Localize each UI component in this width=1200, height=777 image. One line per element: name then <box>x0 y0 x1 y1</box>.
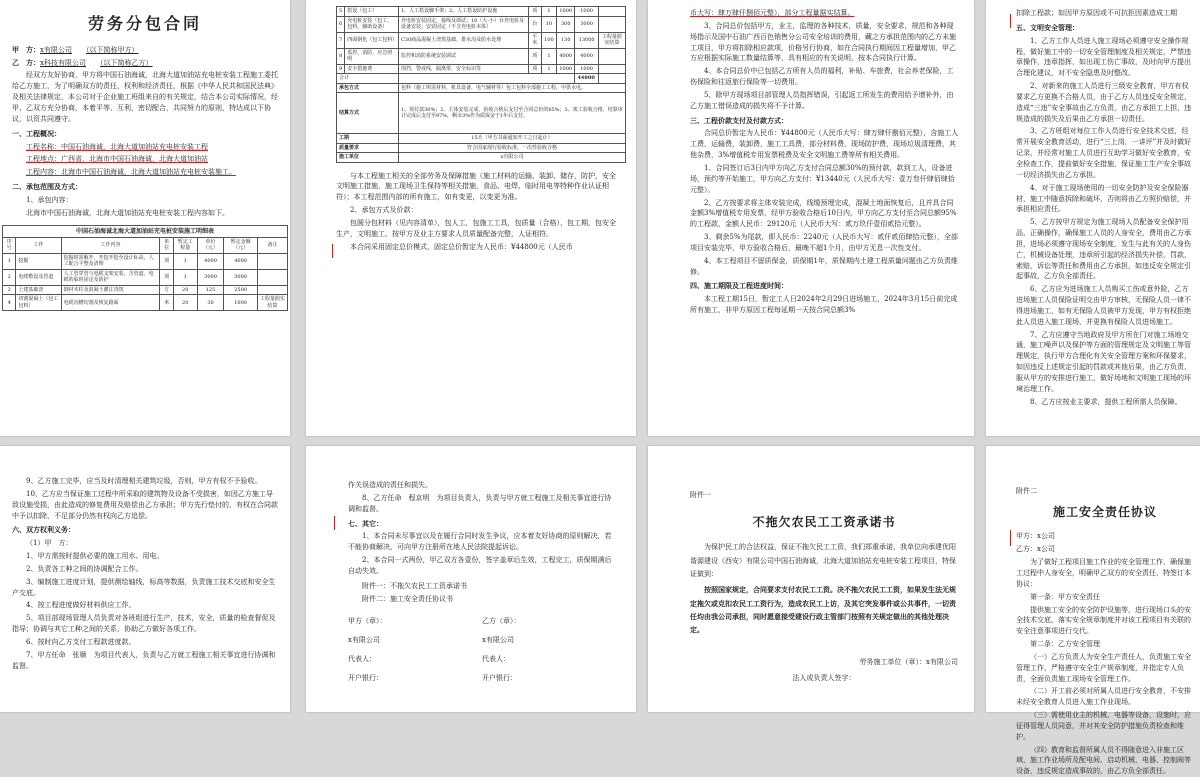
table-cell: 项 <box>160 253 173 269</box>
party-b: 乙方：x公司 <box>1016 545 1055 554</box>
table-cell: 1 <box>541 48 556 64</box>
table-cell: 1000 <box>575 64 598 74</box>
signature-rep: 代表人： <box>348 655 376 664</box>
table-cell <box>598 48 625 64</box>
table-row <box>337 64 626 74</box>
row-label: 质量要求 <box>337 143 399 153</box>
table-cell: 安全措施费 <box>345 64 399 74</box>
paragraph: 3、乙方班组对每位工作人员进行安全技术交底，经常开展安全教育活动，进行“三上岗，一讲评”并及时做好记录，并经常对施工人员进行互助学习做好安全教育，安全检查工作，提前做好安全措施，保证施工生产安全事故一切经济损失由乙方承担。 <box>1016 127 1192 179</box>
settle-row <box>337 93 626 134</box>
paragraph: 与本工程施工相关的全部劳务及保障措施（施工材料的运输、装卸、储存，防护，安全文明施工措施，施工现场卫生保持等相关措施，食品、电焊、临时用电等特种作业认证相符）；本工程范围内部的所有施工，如有变更，以变更为准。 <box>336 171 616 202</box>
table-cell: 5 <box>337 7 345 17</box>
table-row <box>3 253 288 269</box>
attachment-ref: 附件一：不拖欠农民工工资承诺书 <box>362 581 467 590</box>
table-header-cell: 暂定工程量 <box>173 237 197 253</box>
signature-block <box>348 616 616 685</box>
table-cell: 项 <box>160 269 173 285</box>
work-items-table <box>2 237 288 312</box>
party-a: 甲方：x公司 <box>1016 532 1055 541</box>
table-row <box>337 16 626 32</box>
paragraph: 1、乙方工作人员进入施工现场必须遵守安全操作规程，做好施工中的一切安全管理制度及相关规定，严禁违章操作，违章指挥，如出现工伤亡事故，及时向甲方提出合理化建议，对不安全隐患及时整改。 <box>1016 36 1191 78</box>
revision-mark <box>332 244 333 258</box>
table-cell: 100 <box>541 32 556 48</box>
table-header-cell: 工作内容 <box>61 237 160 253</box>
table-cell <box>598 16 625 32</box>
row-value: 包料（施工所需材料，机具设备，电气辅材等）包工包料全部施工工程，甲供水电。 <box>398 83 625 93</box>
paragraph: 7、甲方任命 张顺 为项目代表人，负责与乙方就工程施工相关事宜进行协调和监督。 <box>12 650 276 670</box>
table-header-cell: 单位 <box>160 237 173 253</box>
table-cell: 工程量据实结算 <box>257 295 287 311</box>
table-cell: 1000 <box>557 7 575 17</box>
section-heading: 七、其它： <box>348 518 383 528</box>
row-value: 符合国家现行验收标准，一次性验收合格 <box>398 143 625 153</box>
table-cell: 挖掘时需解开，开挖开挖至设计标高，人工配合平整及清理 <box>61 253 160 269</box>
paragraph: 4、按工程进度做好材料供应工作。 <box>26 601 136 610</box>
table-cell: 四面钢化（包工包料） <box>345 32 399 48</box>
paragraph: 提供施工安全的安全防护设施等，进行现场口头的安全技术交底，落实安全规章制度并对该工程项目有关联的安全注意事项进行交代。 <box>1016 605 1191 636</box>
paragraph: 3、合同总价包括甲方，业主，监理的各种技术，质量，安全要求，规范和各种现场指示及国中石油广西百色销售分公司安全培训的费用，藏之方承担范围内的乙方未施工项目，甲方将扣除相应款项，价格另行协商，如在合同执行期间因工程量增加，甲乙方应根据实际施工数量结算等，具有相应的有关说明，按本合同执行计算。 <box>690 21 956 63</box>
table-cell: 4000 <box>224 253 257 269</box>
table-cell: 1000 <box>575 7 598 17</box>
table-cell: 130 <box>557 32 575 48</box>
table-cell: 1 <box>173 253 197 269</box>
table-header-cell: 单价（元） <box>197 237 224 253</box>
signature-unit: 劳务施工单位（章）：x有限公司 <box>859 657 958 666</box>
paragraph: 6、按时向乙方支付工程款进度款。 <box>26 637 136 646</box>
paragraph: （一）乙方负责人为安全生产责任人，负责施工安全管理工作，严格遵守安全生产规章制度，并指定专人负责，全面负责施工现场安全管理工作。 <box>1016 652 1191 683</box>
table-cell: 9 <box>337 64 345 74</box>
paragraph: 9、乙方施工完毕，应当及时清理相关建筑垃圾，否则，甲方有权不予验收。 <box>26 477 262 485</box>
table-cell: 台 <box>528 16 541 32</box>
section-heading: 一、工程概况： <box>12 128 61 138</box>
paragraph: 第一条：甲方安全责任 <box>1030 592 1100 601</box>
paragraph: 8、乙方任命 程京明 为项目负责人，负责与甲方就工程施工及相关事宜进行协调和监督。 <box>348 493 612 513</box>
paragraph: 2、乙方按要求将主体安装完成，线缆预埋完成，混凝土地面恢复后，且并具合同金额3%增值税专用发票，经甲方验收合格后10日内，甲方向乙方支付至合同总额95%的工程款，金额人民币：29120元（人民币大写：贰万玖仟壹佰贰拾元整）。 <box>690 198 957 229</box>
paragraph: 2、承包方式及价款： <box>350 206 418 215</box>
paragraph: 作关误造成的责任和损失。 <box>348 481 432 489</box>
document-page-4 <box>986 0 1200 436</box>
paragraph: 本合同采用固定总价模式，固定总价暂定为人民币：¥44800元（人民币 <box>350 242 573 251</box>
signature-bank: 开户银行： <box>348 673 383 682</box>
table-header-cell: 序号 <box>3 237 16 253</box>
table-header-cell: 暂定金额（元） <box>224 237 257 253</box>
table-cell: 4 <box>3 295 16 311</box>
table-cell: 4000 <box>575 48 598 64</box>
table-cell: 方 <box>160 285 173 295</box>
row-value: 15天（甲方书面通知开工之日起计） <box>398 134 625 144</box>
document-page-8 <box>986 446 1200 776</box>
section-heading: 二、承包范围及方式： <box>12 182 82 192</box>
table-cell: 300 <box>557 16 575 32</box>
scope-text: 北海市中国石油海诚，北海大道加油站充电桩安装工程内容如下。 <box>26 208 229 217</box>
table-cell: 项 <box>528 64 541 74</box>
row-value: x有限公司 <box>398 153 625 163</box>
project-name: 工程名称：中国石油海诚，北海大道加油站充电桩安装工程 <box>26 142 208 151</box>
table-cell: 8 <box>337 48 345 64</box>
paragraph: 5、乙方按甲方规定为施工现场人员配备安全保护用品，正确操作，确保施工人员的人身安全，费用由乙方承担，进场必须遵守现场安全制度，发生与此有关的人身伤亡，机械设备处理，违章所引起的经济损失补偿，罚款，索赔，诉讼等责任和费用由乙方承担，如违反安全规定引起事故，乙方负全部责任。 <box>1016 218 1191 281</box>
paragraph: （四）教育和监督所属人员不得随意进入非施工区域，施工作业场所及配电间、启动机械，电器、控制阀等设备，违反规定造成事故的，由乙方负全部责任。 <box>1016 745 1191 776</box>
table-cell <box>598 64 625 74</box>
table-row <box>337 32 626 48</box>
paragraph: 5、项目部现场管理人员负责对各班组进行生产，技术，安全，质量的检查督促及指导；协调与其它工种之间的关系，协助乙方做好各项工作。 <box>12 614 276 634</box>
paragraph: 2、对新来的施工人员进行三级安全教育，甲方有权要求乙方更换不合格人员，由于乙方人员违反安全规定，造成“三违”安全事故由乙方负责，由乙方承担工上担，违规造成的损失及后果由乙方承担一切责任。 <box>1016 82 1192 123</box>
table-caption: 中国石油海诚北海大道加油站充电桩安装施工明细表 <box>2 225 288 237</box>
paragraph: 本工程工期15日，暂定工人日2024年2月29日进场施工，2024年3月15日前完成所有施工，非甲方原因工程每延期一天按合同总额3% <box>690 295 958 315</box>
table-cell: 电缆沟槽切割及恢复路面 <box>61 295 160 311</box>
table-cell: 1 <box>3 253 16 269</box>
subtotal-row <box>337 74 626 84</box>
section-heading: 五、文明安全管理： <box>1016 22 1079 32</box>
commitment-title: 不拖欠农民工工资承诺书 <box>752 514 896 529</box>
table-cell: 2500 <box>224 285 257 295</box>
paragraph: 为保护民工的合法权益，保证不拖欠民工工资，我们郑重承诺，我单位向承建优阳谐源建设（西安）有限公司中国石油海诚，北海大道加油站充电桩安装工程项目，特保证做到： <box>690 543 956 579</box>
table-cell <box>598 7 625 17</box>
table-cell: 13000 <box>575 32 598 48</box>
unit-row <box>337 153 626 163</box>
paragraph: 4、本合同总价中已包括乙方所有人员的福利，补贴、车旅费，社会养老保险，工伤保险和往返旅行保险等一切费用。 <box>690 67 954 87</box>
paragraph: 第二条：乙方安全管理 <box>1030 640 1100 649</box>
party-b-line: 乙 方：x科技有限公司 （以下简称乙方） <box>12 57 153 67</box>
signature-label: 乙方（章）： <box>482 617 521 626</box>
table-cell: 搭设（包工） <box>345 7 399 17</box>
row-label: 施工单位 <box>337 153 399 163</box>
section-heading: 三、工程价款支付及付款方式： <box>690 115 788 125</box>
section-heading: 六、双方权利义务： <box>12 525 75 535</box>
document-page-5 <box>0 446 290 712</box>
attachment-ref: 附件二：施工安全责任协议书 <box>362 594 453 603</box>
signature-bank: 开户银行： <box>482 673 517 682</box>
contract-mode-row <box>337 83 626 93</box>
table-cell: 项 <box>528 7 541 17</box>
table-cell: 7 <box>337 32 345 48</box>
table-cell: 土建基础浇 <box>16 285 61 295</box>
table-cell: 1、人工搭设脚手架；2、人工搭设防护设施 <box>398 7 528 17</box>
table-cell: 30 <box>197 295 224 311</box>
table-row <box>3 295 288 311</box>
table-header-row <box>3 237 288 253</box>
project-place: 工程地点：广西省，北海市中国石油海诚，北海大道加油站 <box>26 155 208 164</box>
party-a-line: 甲 方：x有限公司 （以下简称甲方） <box>12 44 139 54</box>
table-cell: 项 <box>528 48 541 64</box>
table-cell: 充电桩安装（包工，包料，辅助设备） <box>345 16 399 32</box>
row-label: 承包方式 <box>337 83 399 93</box>
subtotal-label: 合计 <box>337 74 399 84</box>
table-cell: 1 <box>541 7 556 17</box>
signature-label: 甲方（章）： <box>348 617 387 626</box>
table-cell: 人工管穿管与电缆支架安装，含管道，电缆的临时固定及防护 <box>61 269 160 285</box>
table-cell: 125 <box>197 285 224 295</box>
signature-rep: 代表人： <box>482 655 510 664</box>
contract-title: 劳务分包合同 <box>87 14 202 33</box>
paragraph: 币大写：肆万肆仟捌佰元整），部分工程量据实结算。 <box>690 9 855 17</box>
paragraph: 1、合同签订后3日内甲方向乙方支付合同总额30%的预付款，款到工人，设备进场，预约等开始施工，甲方向乙方支付：¥13440元（人民币大写：壹万叁仟肆佰肆拾元整）。 <box>690 163 955 194</box>
paragraph: 包圆分包材料（见内容清单），包人工，包施工工具，包质量（合格），包工期，包安全生产，文明施工，按甲方及业主方要求人员质量配备完整，人证相符。 <box>336 218 616 238</box>
table-header-cell: 工作 <box>16 237 61 253</box>
signature-company: x有限公司 <box>348 636 380 645</box>
paragraph: 合同总价暂定为人民币：¥44800元（人民币大写：肆万肆仟捌佰元整），含施工人工费，运输费，装卸费，施工工具费，部分材料费，现场防护费，现场垃圾清理费，其他杂费，3%增值税专用发票税费及安全文明施工费等所有相关费用。 <box>690 129 959 160</box>
revision-mark <box>334 516 335 530</box>
table-cell: 3000 <box>224 269 257 285</box>
paragraph: （二）开工前必须对所属人员进行安全教育，不安排未经安全教育人员进入施工作业现场。 <box>1016 687 1191 707</box>
table-cell: 电缆敷设及管道 <box>16 269 61 285</box>
document-page-6 <box>306 446 636 712</box>
paragraph: （三）需使用业主的机械、电器等设备，设施时，应征得管理人员同意，并对其安全防护措施负责检查和维护。 <box>1016 711 1191 741</box>
table-cell: 10 <box>541 16 556 32</box>
table-cell: 3 <box>3 285 16 295</box>
warranty-row <box>337 143 626 153</box>
table-cell: C30商品混凝土浇筑基础，排水沟及防水处理 <box>398 32 528 48</box>
table-header-cell: 备注 <box>257 237 287 253</box>
table-cell: 切割混凝土（包工包料） <box>16 295 61 311</box>
period-row <box>337 134 626 144</box>
table-row <box>3 285 288 295</box>
table-cell: 20 <box>173 295 197 311</box>
paragraph: 3、剩余5%为尾款，即人民币：2240元（人民币大写：贰仟贰佰肆拾元整），全部项目安装完毕，甲方验收合格后，最晚不超1个月，由甲方无息一次性支付。 <box>690 233 958 252</box>
table-row <box>337 7 626 17</box>
paragraph: （1）甲 方： <box>26 539 73 548</box>
paragraph: 3、编制施工进度计划，提供测绘轴线，标高等数据，负责施工技术交底和安全生产交底。 <box>12 577 276 597</box>
table-cell: 4000 <box>197 253 224 269</box>
paragraph: 10、乙方应当保证施工过程中所采取的建筑物及设备不受损害，如因乙方施工导致设施受损，由此造成的修复费用及赔偿由乙方承担；甲方先行垫付的，有权在合同款中予以扣除，不足部分仍然有权向乙方追偿。 <box>12 489 278 520</box>
table-cell: 2 <box>3 269 16 285</box>
paragraph: 1、甲方需按时提供必要的施工用水、用电。 <box>26 552 164 561</box>
project-content: 工程内容：北海市中国石油海诚，北海大道加油站充电桩安装施工。 <box>26 168 236 177</box>
paragraph: 2、本合同一式两份，甲乙双方各壹份，签字盖章后生效，工程完工，质保期满后自动失效。 <box>348 556 612 575</box>
table-cell <box>257 285 287 295</box>
table-cell: 1000 <box>224 295 257 311</box>
table-cell: 工程量据实结算 <box>598 32 625 48</box>
row-label: 工期 <box>337 134 399 144</box>
table-cell <box>257 269 287 285</box>
revision-mark <box>1010 530 1011 546</box>
paragraph: 7、乙方应遵守当地政府及甲方所在门对施工场地交通，施工噪声以及保护等方面的管理规定及文明施工等管理规定，执行甲方合理化有关安全管理方案和环保要求，如因违反上述规定引起的罚款或其他后果，由乙方负责，服从甲方的安排进行施工，做好场地和文明施工现场的环境治理工作。 <box>1016 330 1191 393</box>
paragraph: 按照国家规定，合同要求支付农民工工资。决不拖欠农民工工资，如果发生法无规定拖欠或克扣农民工工资行为，造成农民工上访，及其它突发事件或公共事件，一切责任均由我公司承担，同时愿意接受建设行政主管部门按照有关规定做出的其他处理决定。 <box>690 585 956 635</box>
paragraph: 扣除工程款；如因甲方原因或不可抗拒因素造成工期 <box>1016 9 1177 17</box>
document-page-1 <box>0 0 290 436</box>
paragraph: 1、本合同未尽事宜以及在履行合同时发生争议，应本着友好协商的原则解决，若不能协商解决，可向甲方注册所在地人民法院提起诉讼。 <box>348 532 612 552</box>
table-cell: 监控，消防，应急照明 <box>345 48 399 64</box>
paragraph: 6、乙方应为进场施工人员购买工伤或意外险，乙方进场施工人员保险证明交由甲方审核，无保险人员一律不得进场施工，如有无保险人员被甲方发现，甲方有权拒绝此人员进入施工现场，并更换有保险人员进场施工。 <box>1016 285 1191 326</box>
table-cell: 平米 <box>528 32 541 48</box>
table-cell: 米 <box>160 295 173 311</box>
table-cell: 20 <box>173 285 197 295</box>
document-page-3 <box>648 0 974 436</box>
table-cell: 挖掘 <box>16 253 61 269</box>
table-cell: 1 <box>541 64 556 74</box>
paragraph: 8、乙方应按业主要求，提供工程所需人员保障。 <box>1030 397 1182 406</box>
document-page-7 <box>648 446 974 712</box>
paragraph: 4、对于施工现场使用的一切安全防护及安全保险器材，施工中随意拆除和破坏，否则将由乙方照价赔偿，并承担相应责任。 <box>1016 183 1191 214</box>
subtotal-value: 44800 <box>575 74 598 84</box>
paragraph: 4、本工程项目不留质保金，质保期1年，质保期内土建工程质量问题由乙方负责维修。 <box>690 256 958 276</box>
table-row <box>3 269 288 285</box>
signature-person: 法人或负责人签字： <box>792 674 856 683</box>
table-cell: 6 <box>337 16 345 32</box>
paragraph: 为了做好工程项目施工作业的安全管理工作，确保施工过程中人身安全，明确甲乙双方的安全责任，特签订本协议： <box>1016 558 1191 588</box>
table-cell: 充电桩安装固定，接线及调试；10（大-小）台充电桩及设备安装；安装固定（不含充电桩本体） <box>398 16 528 32</box>
table-cell: 3000 <box>197 269 224 285</box>
section-heading: 四、施工期限及工程进度时间： <box>690 281 788 291</box>
work-items-table-continued <box>336 6 626 163</box>
row-value: 1、预付款30%；2、主体安装完成，验收合格后支付至合同总价的85%；3、竣工验收合格，结算审计完成后支付至97%，剩余3%作为质保金于1年后支付。 <box>398 93 625 134</box>
signature-company: x有限公司 <box>482 636 514 645</box>
table-cell: 1 <box>173 269 197 285</box>
document-page-2 <box>306 0 636 436</box>
table-cell: 钢材木柱及混凝土灌注浇筑 <box>61 285 160 295</box>
row-label: 结算方式 <box>337 93 399 134</box>
table-cell: 1000 <box>557 64 575 74</box>
table-row <box>337 48 626 64</box>
revision-mark <box>1010 14 1011 28</box>
attachment-label: 附件二 <box>1016 487 1037 495</box>
safety-title: 施工安全责任协议 <box>1052 504 1157 519</box>
paragraph: 5、除甲方现场项目部管理人员指挥错误，引起返工所发生的费用给予增补外，由乙方施工错误造成的损失将不予计算。 <box>690 90 954 110</box>
table-cell: 监控和消防系统安装调试 <box>398 48 528 64</box>
intro-paragraph: 经双方友好协商，甲方将中国石油海诚，北海大道加油站充电桩安装工程施工委托给乙方施工，为了明确双方的责任，权利和经济责任，根据《中华人民共和国民法典》及相关法律规定，本公司对于企业施工班组来自的有关规定，结合本公司实际情况，经甲、乙双方充分协商，本着平等、互利，密切配合，共同努力的原则，特达成以下协议，以资共同遵守。 <box>12 71 278 123</box>
table-cell: 3000 <box>575 16 598 32</box>
paragraph: 2、负责各工种之间的协调配合工作。 <box>26 564 143 573</box>
table-cell: 4000 <box>557 48 575 64</box>
table-cell <box>257 253 287 269</box>
attachment-label: 附件一 <box>690 491 711 499</box>
scope-item: 1、承包内容： <box>26 195 73 204</box>
table-cell: 围挡，警戒线，隔离带，安全标识等 <box>398 64 528 74</box>
